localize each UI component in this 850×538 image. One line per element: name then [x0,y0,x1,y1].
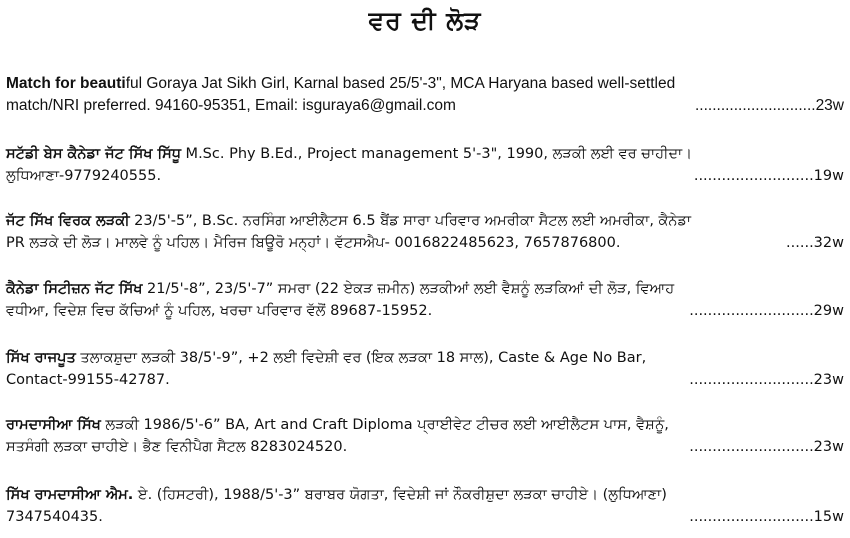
ad-price: ............................23w [694,97,844,114]
ad-line1: ful Goraya Jat Sikh Girl, Karnal based 25/5'-3", MCA Haryana based well-settled [125,75,676,92]
ad-line2: ਸਤਸੰਗੀ ਲੜਕਾ ਚਾਹੀਏ। ਭੈਣ ਵਿਨੀਪੈਗ ਸੈਟਲ 8283024520. [6,439,348,455]
ad-2 [6,143,844,187]
ad-price: ...........................23w [689,372,844,388]
ad-line2: PR ਲੜਕੇ ਦੀ ਲੋੜ। ਮਾਲਵੇ ਨੂੰ ਪਹਿਲ। ਮੈਰਿਜ ਬਿਊਰੋ ਮਨ੍ਹਾਂ। ਵੱਟਸਐਪ- 0016822485623, 7657876800. [6,235,621,251]
ad-price: ...........................23w [689,439,844,455]
ad-line2: ਵਧੀਆ, ਵਿਦੇਸ਼ ਵਿਚ ਕੱਚਿਆਂ ਨੂੰ ਪਹਿਲ, ਖਰਚਾ ਪਰਿਵਾਰ ਵੱਲੋਂ 89687-15952. [6,303,433,319]
ad-line2: Contact-99155-42787. [6,372,170,388]
ad-lead: Match for beauti [6,75,126,92]
ad-6 [6,414,844,458]
ad-line1: ਤਲਾਕਸ਼ੁਦਾ ਲੜਕੀ 38/5'-9”, +2 ਲਈ ਵਿਦੇਸ਼ੀ ਵਰ (ਇਕ ਲੜਕਾ 18 ਸਾਲ), Caste & Age No Bar, [75,350,647,366]
ad-price: ..........................19w [693,168,844,184]
ad-5 [6,347,844,391]
ad-3 [6,210,844,254]
ad-1 [6,73,844,117]
ad-lead: ਰਾਮਦਾਸੀਆ ਸਿੱਖ [6,417,101,433]
ad-lead: ਸਿੱਖ ਰਾਮਦਾਸੀਆ ਐਮ. [6,487,134,503]
ad-line1: 23/5'-5”, B.Sc. ਨਰਸਿੰਗ ਆਈਲੈਟਸ 6.5 ਬੈਂਡ ਸਾਰਾ ਪਰਿਵਾਰ ਅਮਰੀਕਾ ਸੈਟਲ ਲਈ ਅਮਰੀਕਾ, ਕੈਨੇਡਾ [129,213,692,229]
ad-line2: match/NRI preferred. 94160-95351, Email: isguraya6@gmail.com [6,97,456,114]
ad-price: ......32w [786,235,844,251]
ad-lead: ਸਿੱਖ ਰਾਜਪੂਤ [6,350,76,366]
ad-line1: M.Sc. Phy B.Ed., Project management 5'-3", 1990, ਲੜਕੀ ਲਈ ਵਰ ਚਾਹੀਦਾ। [180,146,692,162]
ad-price: ...........................29w [689,303,844,319]
ad-4 [6,278,844,322]
ad-line2: 7347540435. [6,509,103,525]
ad-line1: 21/5'-8”, 23/5'-7” ਸਮਰਾ (22 ਏਕੜ ਜ਼ਮੀਨ) ਲੜਕੀਆਂ ਲਈ ਵੈਸ਼ਨੂੰ ਲੜਕਿਆਂ ਦੀ ਲੋੜ, ਵਿਆਹ [142,281,675,297]
ad-line2: ਲੁਧਿਆਣਾ-9779240555. [6,168,162,184]
ad-7 [6,484,844,528]
ad-line1: ਲੜਕੀ 1986/5'-6” BA, Art and Craft Diploma ਪ੍ਰਾਈਵੇਟ ਟੀਚਰ ਲਈ ਆਈਲੈਟਸ ਪਾਸ, ਵੈਸ਼ਨੂੰ, [100,417,669,433]
ad-price: ...........................15w [689,509,844,525]
ad-lead: ਕੈਨੇਡਾ ਸਿਟੀਜ਼ਨ ਜੱਟ ਸਿੱਖ [6,281,143,297]
ad-lead: ਸਟੱਡੀ ਬੇਸ ਕੈਨੇਡਾ ਜੱਟ ਸਿੱਖ ਸਿੱਧੂ [6,146,181,162]
ad-line1: ਏ. (ਹਿਸਟਰੀ), 1988/5'-3” ਬਰਾਬਰ ਯੋਗਤਾ, ਵਿਦੇਸ਼ੀ ਜਾਂ ਨੌਕਰੀਸ਼ੁਦਾ ਲੜਕਾ ਚਾਹੀਏ। (ਲੁਧਿਆਣਾ) [133,487,667,503]
ad-lead: ਜੱਟ ਸਿੱਖ ਵਿਰਕ ਲੜਕੀ [6,213,130,229]
page-title: ਵਰ ਦੀ ਲੋੜ [368,6,482,35]
